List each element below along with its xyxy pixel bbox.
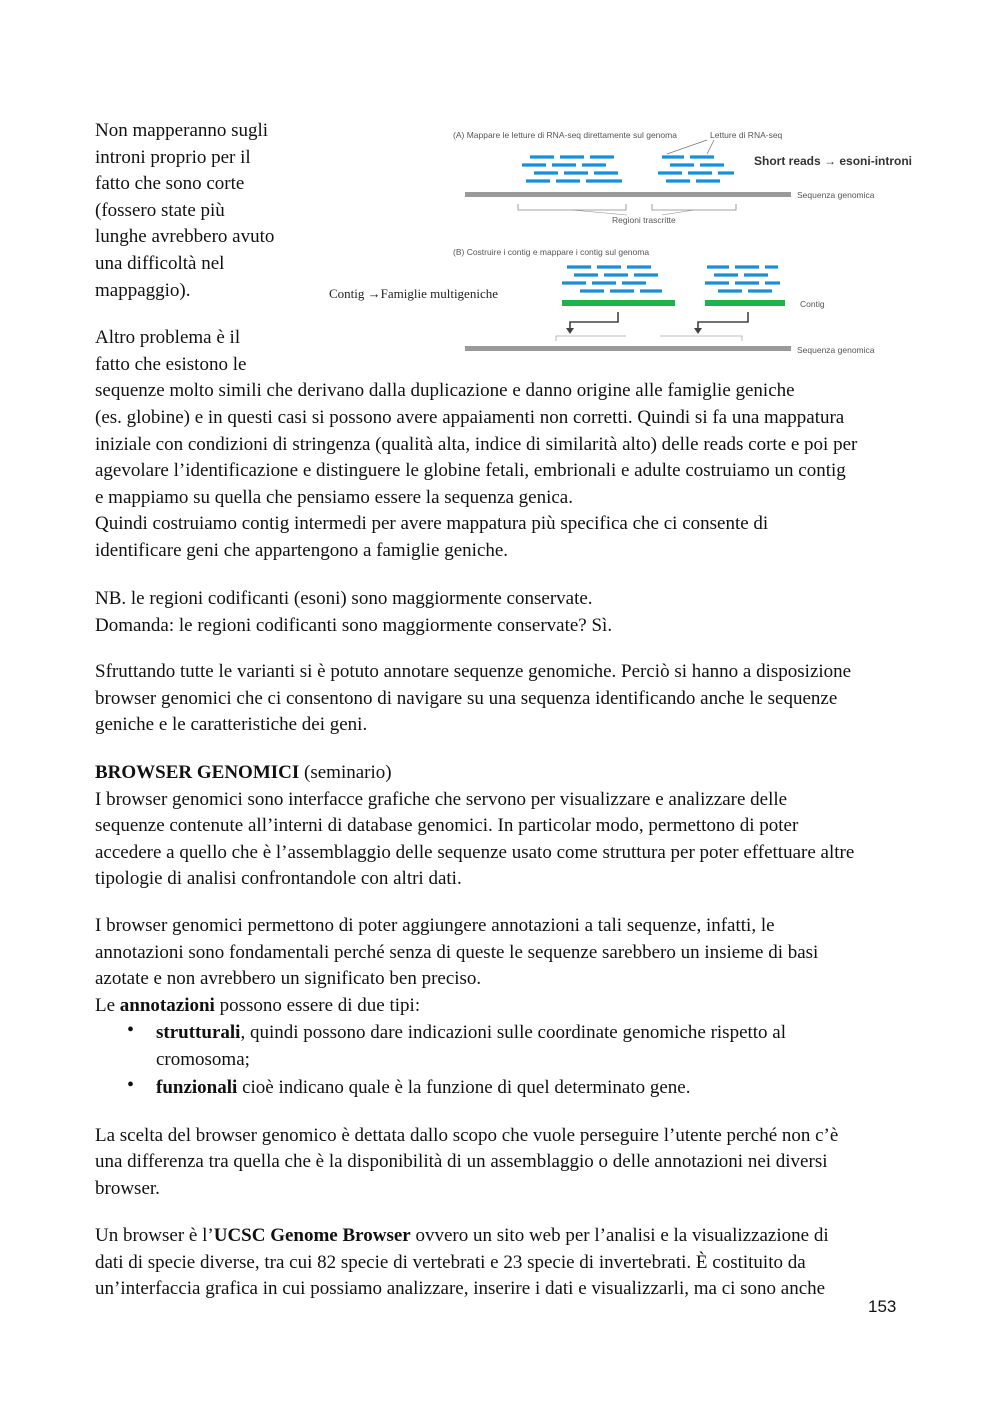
para2-line: identificare geni che appartengono a famiglie geniche. [95,540,509,561]
para2-line: fatto che esistono le [95,354,247,375]
intro-paragraph [95,118,310,304]
intro-line: una difficoltà nel [95,252,225,274]
short-reads-note: Short reads → esoni-introni [754,154,913,168]
bullet-item-funzionali [156,1075,691,1102]
annot-line: annotazioni sono fondamentali perché senza di queste le sequenze sarebbero un insieme di basi [95,942,819,963]
bullet-dot: • [127,1019,135,1041]
varianti-line: Sfruttando tutte le varianti si è potuto annotare sequenze genomiche. Perciò si hanno a disposizione [95,661,852,682]
ucsc-line [95,1223,829,1250]
annot-types-bold: annotazioni [119,995,215,1016]
browser-line: accedere a quello che è l’assemblaggio delle sequenze usato come struttura per poter effettuare altre [95,842,855,863]
contig-bar-1 [562,300,675,306]
para2-line: e mappiamo su quella che pensiamo essere la sequenza genica. [95,487,573,508]
browser-line: I browser genomici sono interfacce grafiche che servono per visualizzare e analizzare delle [95,789,788,810]
para2-line: iniziale con condizioni di stringenza (qualità alta, indice di similarità alto) delle reads corte e poi per [95,434,858,455]
ucsc-suffix: ovvero un sito web per l’analisi e la visualizzazione di [410,1225,829,1246]
para2-line: (es. globine) e in questi casi si possono avere appaiamenti non corretti. Quindi si fa una mappatura [95,407,845,428]
nb-line: Domanda: le regioni codificanti sono maggiormente conservate? Sì. [95,615,613,636]
para2-line: Quindi costruiamo contig intermedi per avere mappatura più specifica che ci consente di [95,513,769,534]
intro-line: lunghe avrebbero avuto [95,226,275,248]
bullet-continuation: cromosoma; [156,1049,250,1070]
section-heading [95,760,392,787]
para2-line: agevolare l’identificazione e distinguere le globine fetali, embrionali e adulte costruiamo un contig [95,460,846,481]
mapping-arrow-1 [570,312,618,330]
genomic-sequence-bar-a [465,192,791,197]
scelta-line: browser. [95,1178,160,1199]
mapping-arrow-2 [698,312,748,330]
genomic-sequence-label-b: Sequenza genomica [797,345,875,355]
page-number: 153 [868,1297,897,1316]
genomic-sequence-label-a: Sequenza genomica [797,190,875,200]
annot-types-suffix: possono essere di due tipi: [214,995,421,1016]
browser-line: tipologie di analisi confrontandole con altri dati. [95,868,462,889]
scelta-line: La scelta del browser genomico è dettata dallo scopo che vuole perseguire l’utente perché non c’è [95,1125,839,1146]
bullet-text: cioè indicano quale è la funzione di quel determinato gene. [237,1077,691,1098]
intro-line: mappaggio). [95,279,191,301]
ucsc-line: un’interfaccia grafica in cui possiamo analizzare, inserire i dati e visualizzarli, ma ci sono anche [95,1278,826,1299]
varianti-line: browser genomici che ci consentono di navigare su una sequenza identificando anche le sequenze [95,688,838,709]
intro-line: fatto che sono corte [95,173,245,195]
rna-seq-mapping-figure [322,122,934,360]
rna-reads-group-b1 [562,267,662,291]
ucsc-line: dati di specie diverse, tra cui 82 specie di vertebrati e 23 specie di invertebrati. È costituito da [95,1252,806,1273]
annot-types-prefix: Le [95,995,120,1016]
bullet-item-strutturali [156,1020,786,1047]
intro-line: Non mapperanno sugli [95,120,269,141]
panel-b-title: (B) Costruire i contig e mappare i contig sul genoma [453,247,650,257]
rna-reads-group-b2 [705,267,780,291]
contig-bar-2 [705,300,785,306]
section-heading-suffix: (seminario) [299,762,392,783]
ucsc-bold: UCSC Genome Browser [213,1225,411,1246]
varianti-line: geniche e le caratteristiche dei geni. [95,714,368,735]
annot-line: azotate e non avrebbero un significato ben preciso. [95,968,482,989]
intro-line: (fossero state più [95,199,225,221]
intro-line: introni proprio per il [95,146,251,168]
genomic-sequence-bar-b [465,346,791,351]
scelta-line: una differenza tra quella che è la disponibilità di un assemblaggio o delle annotazioni nei diversi [95,1151,828,1172]
contig-note: Contig →Famiglie multigeniche [329,286,498,301]
panel-a-title: (A) Mappare le letture di RNA-seq direttamente sul genoma [453,130,677,140]
rna-reads-label: Letture di RNA-seq [710,130,783,140]
rna-reads-group-a2 [658,157,734,181]
annot-types-line [95,993,420,1020]
bullet-dot: • [127,1074,135,1096]
para2-line: sequenze molto simili che derivano dalla duplicazione e danno origine alle famiglie geniche [95,380,795,401]
annot-line: I browser genomici permettono di poter aggiungere annotazioni a tali sequenze, infatti, le [95,915,775,936]
contig-label: Contig [800,299,825,309]
para2-line: Altro problema è il [95,327,241,348]
bullet-bold: strutturali [156,1022,241,1043]
transcribed-regions-label: Regioni trascritte [612,215,676,225]
bullet-text: , quindi possono dare indicazioni sulle coordinate genomiche rispetto al [240,1022,787,1043]
ucsc-prefix: Un browser è l’ [95,1225,214,1246]
rna-reads-group-a1 [522,157,622,181]
nb-line: NB. le regioni codificanti (esoni) sono maggiormente conservate. [95,588,593,609]
browser-line: sequenze contenute all’interni di database genomici. In particolar modo, permettono di poter [95,815,799,836]
bullet-bold: funzionali [156,1077,238,1098]
section-heading-bold: BROWSER GENOMICI [95,762,300,783]
